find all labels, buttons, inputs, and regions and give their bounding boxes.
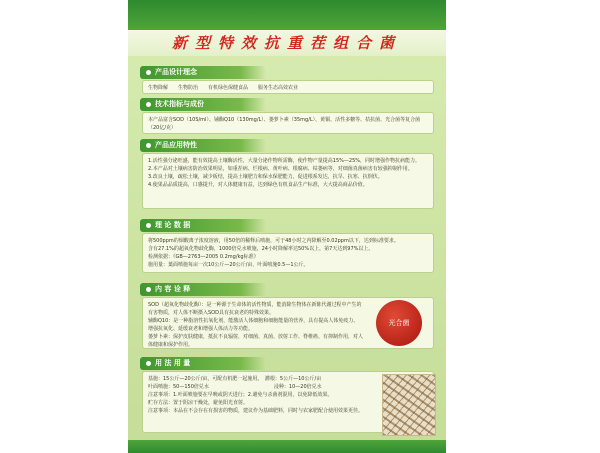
section-text: 将500ppm的烟酸离子浓度溶液，用50倍的稀释后喷施，可于48小时之内降解至0.02ppm以下，达到标准要求。: [148, 238, 399, 244]
section-heading-data: 理 论 数 据: [140, 219, 266, 232]
bullet-icon: [146, 287, 151, 292]
top-banner: [128, 0, 446, 30]
section-heading-explanation: 内 容 诠 释: [140, 283, 266, 296]
photosynthetic-bacteria-badge: 光合菌: [376, 300, 422, 346]
section-heading-specs: 技术指标与成份: [140, 98, 266, 111]
bullet-icon: [146, 143, 151, 148]
section-text: 叶面喷施：50—150倍兑水 浸种：10—20倍兑水: [148, 384, 322, 390]
section-text: 本产品富含SOD（10S/ml）、铺酶Q10（130mg/L）、萎萝卜素（35mg/L）、黄铜、活性多糖等、拮抗菌、光合菌等复合菌（20亿/克）: [148, 117, 421, 131]
section-text: SOD（超氧化物歧化酶）：是一种源于生命体的活性物质，能消除生物体在新陈代谢过程中产生的有害物质，对人体不断摄入SOD具有抗衰老的特殊效果。: [148, 302, 362, 316]
section-panel-features: [142, 153, 434, 209]
section-text: 2.本产品对土壤病害防治效果明显，如重茬病、烂根病、黄叶病、根腐病、枯萎病等，对细菌真菌病害有较强抑制作用。: [148, 166, 413, 172]
section-panel-specs: [142, 112, 434, 134]
section-text: 辅酶Q10：是一种脂溶性抗氧化剂，能激活人体细胞和细胞能量的营养，具有提高人体免疫力、增强抗氧化、延缓衰老和增强人体活力等功能。: [148, 318, 359, 332]
section-text: 施用量：葉面喷施每亩一次10公斤—20公斤/亩，叶面喷施0.5—1公斤。: [148, 262, 309, 268]
bullet-icon: [146, 70, 151, 75]
section-text: 3.改良土壤，疏松土壤，减少板结，提高土壤肥力和保水保肥能力，促进根系发达，抗旱、抗寒、抗倒伏。: [148, 174, 383, 180]
section-heading-design: 产品设计理念: [140, 66, 266, 79]
section-heading-usage: 用 法 用 量: [140, 357, 266, 370]
section-text: 生物降解 生物防治 有机绿色保健食品 服务生态高效农业: [148, 85, 299, 91]
section-panel-design: [142, 80, 434, 94]
section-text: 1.活性强分泌旺盛，能有效提高土壤酶活性，大量分泌作物所需酶，使作物产量提高15%—25%，同时增强作物抗病能力。: [148, 158, 421, 164]
section-text: 注意事项：1.叶面喷施要在早晚或阴天进行；2.避免与杀菌剂混用，以免降低效果。: [148, 392, 333, 398]
section-text: 基施：15公斤—20公斤/亩，可配有机肥一起施用。 灌根：5公斤—10公斤/亩: [148, 376, 322, 382]
bottom-banner: [128, 440, 446, 453]
section-panel-data: [142, 233, 434, 273]
section-text: 贮存方法：置于阴凉干燥处，避免阳光直射。: [148, 400, 249, 406]
product-poster: [128, 0, 446, 453]
section-text: 含有27.1%的超氧化物歧化酶，1000倍兑水喷施，24小时降解率达50%以上，第7天达到97%以上。: [148, 246, 374, 252]
bullet-icon: [146, 102, 151, 107]
bullet-icon: [146, 223, 151, 228]
poster-title: 新型特效抗重茬组合菌: [128, 30, 446, 56]
microscope-image: [382, 374, 436, 436]
section-text: 4.使果品品质提高，口感提升，对人体健康有益，达到绿色有机食品生产标准，大大提高商品价值。: [148, 182, 368, 188]
section-text: 萎萝卜素：保护皮肤健康，抵抗不良辐射，对细菌、真菌、放射工作、脊椎癌、有抑制作用，对人体健康和保护作用。: [148, 334, 364, 348]
section-heading-features: 产品应用特性: [140, 139, 266, 152]
bullet-icon: [146, 361, 151, 366]
section-text: 注意事项：本品在不会存在有损害的物质，建议作为基础肥料，同时与农家肥配合使用效果更佳。: [148, 408, 364, 414]
section-text: 检测依据：《GB—2763—2005 0.2mg/kg标准》: [148, 254, 259, 260]
